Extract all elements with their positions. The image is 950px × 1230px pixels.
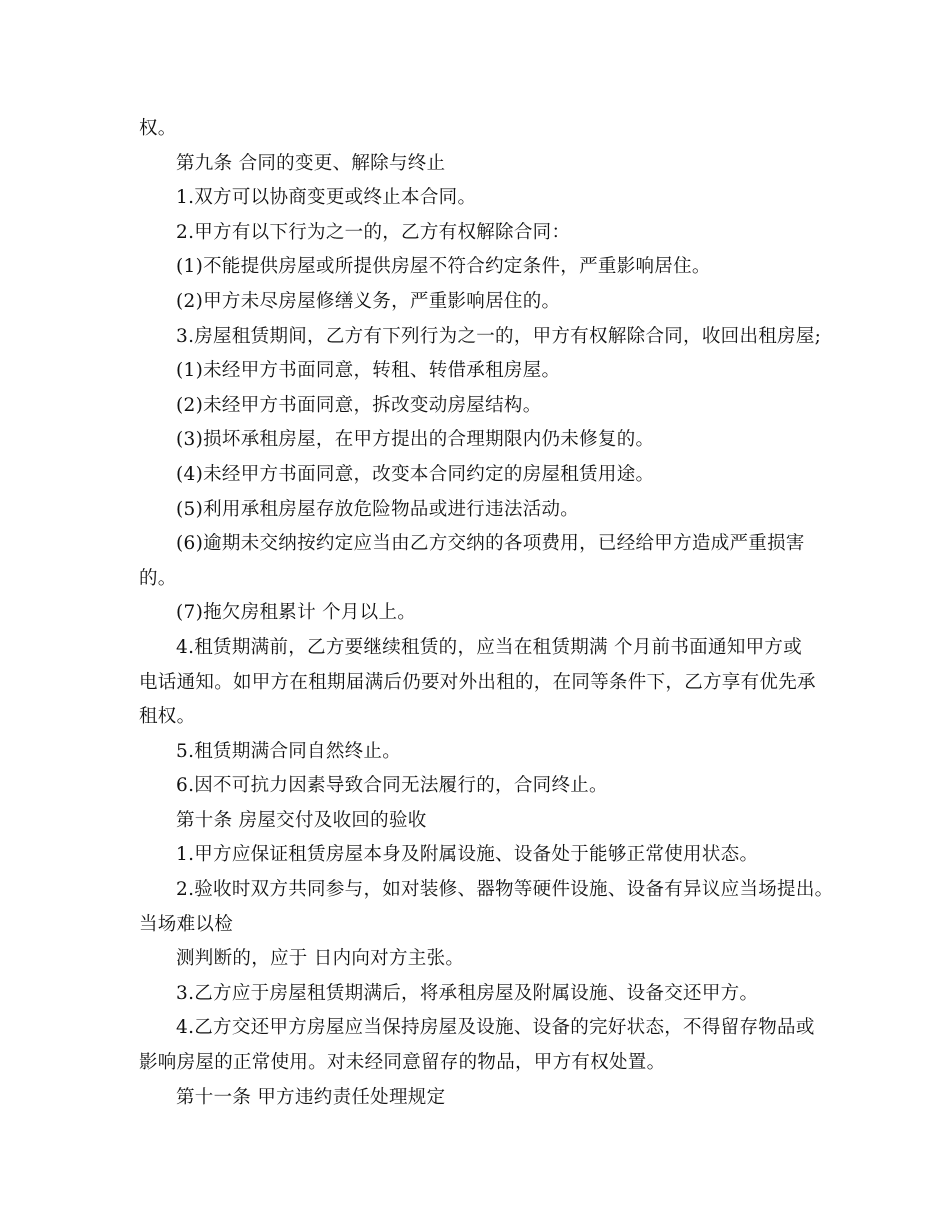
text-line: 当场难以检 — [139, 913, 234, 935]
text-line: (3)损坏承租房屋，在甲方提出的合理期限内仍未修复的。 — [176, 429, 655, 451]
text-line: (2)未经甲方书面同意，拆改变动房屋结构。 — [176, 394, 542, 416]
section-heading: 第九条 合同的变更、解除与终止 — [176, 152, 446, 174]
section-heading: 第十一条 甲方违约责任处理规定 — [176, 1086, 446, 1108]
text-line: 4.租赁期满前，乙方要继续租赁的，应当在租赁期满 个月前书面通知甲方或 — [176, 636, 803, 658]
text-line: (1)未经甲方书面同意，转租、转借承租房屋。 — [176, 360, 561, 382]
contract-text — [139, 112, 839, 1115]
text-line: 2.甲方有以下行为之一的，乙方有权解除合同： — [176, 221, 571, 243]
text-line: (4)未经甲方书面同意，改变本合同约定的房屋租赁用途。 — [176, 463, 655, 485]
text-line: 3.乙方应于房屋租赁期满后，将承租房屋及附属设施、设备交还甲方。 — [176, 982, 759, 1004]
text-line: 6.因不可抗力因素导致合同无法履行的，合同终止。 — [176, 775, 608, 797]
text-line: 租权。 — [139, 706, 196, 728]
text-line: 3.房屋租赁期间，乙方有下列行为之一的，甲方有权解除合同，收回出租房屋; — [176, 325, 822, 347]
text-line: 的。 — [139, 567, 177, 589]
text-line: 5.租赁期满合同自然终止。 — [176, 740, 402, 762]
text-line: 2.验收时双方共同参与，如对装修、器物等硬件设施、设备有异议应当场提出。 — [176, 879, 834, 901]
text-line: (6)逾期未交纳按约定应当由乙方交纳的各项费用，已经给甲方造成严重损害 — [176, 533, 805, 555]
text-line: (5)利用承租房屋存放危险物品或进行违法活动。 — [176, 498, 580, 520]
text-line: (2)甲方未尽房屋修缮义务，严重影响居住的。 — [176, 290, 561, 312]
text-line: 影响房屋的正常使用。对未经同意留存的物品，甲方有权处置。 — [139, 1052, 666, 1074]
text-line: 4.乙方交还甲方房屋应当保持房屋及设施、设备的完好状态，不得留存物品或 — [176, 1017, 815, 1039]
text-line: (1)不能提供房屋或所提供房屋不符合约定条件，严重影响居住。 — [176, 256, 711, 278]
text-line: 电话通知。如甲方在租期届满后仍要对外出租的，在同等条件下，乙方享有优先承 — [139, 671, 816, 693]
text-line: 权。 — [139, 118, 177, 139]
text-line: 1.甲方应保证租赁房屋本身及附属设施、设备处于能够正常使用状态。 — [176, 844, 759, 866]
text-line: 1.双方可以协商变更或终止本合同。 — [176, 187, 477, 209]
text-line: (7)拖欠房租累计 个月以上。 — [176, 602, 417, 624]
text-line: 测判断的，应于 日内向对方主张。 — [176, 948, 465, 970]
section-heading: 第十条 房屋交付及收回的验收 — [176, 809, 427, 831]
